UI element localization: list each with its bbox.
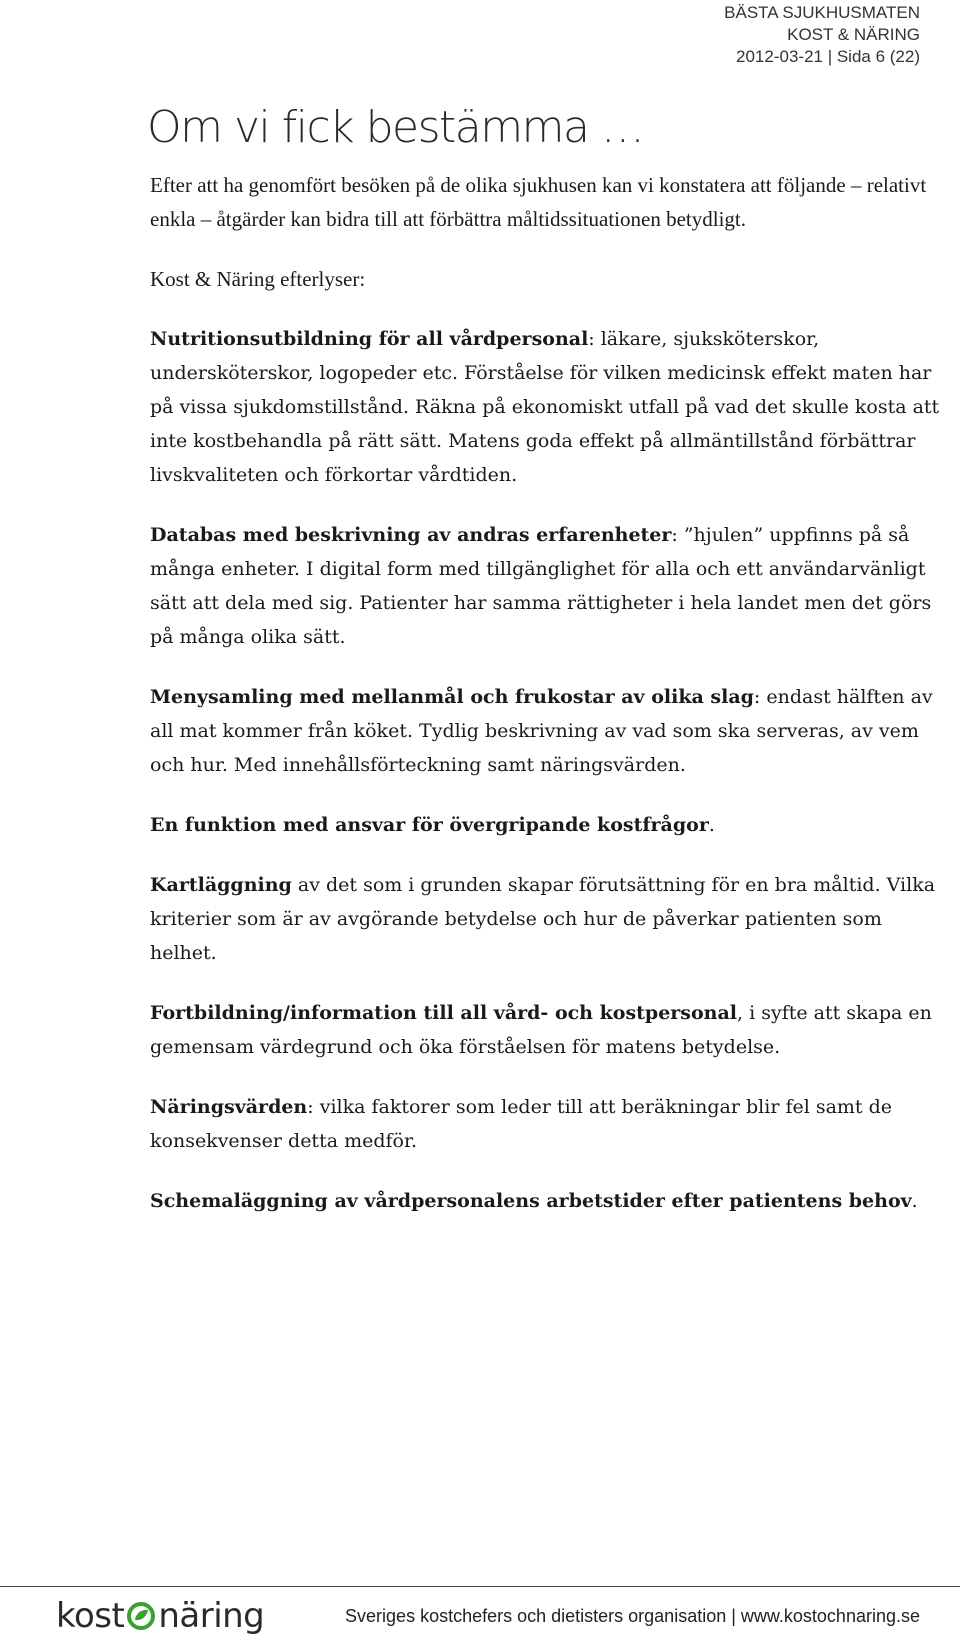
item-text: . <box>708 814 715 836</box>
item-heading: Schemaläggning av vårdpersonalens arbetstider efter patientens behov <box>150 1190 912 1212</box>
logo-text-kost: kost <box>56 1596 125 1636</box>
item-text: . <box>911 1190 918 1212</box>
item-heading: Näringsvärden <box>150 1096 308 1118</box>
item-text: : endast hälften av all mat kommer från köket. Tydlig beskrivning av vad som ska serveras, av vem och hur. Med innehållsförteckning samt näringsvärden. <box>150 686 933 776</box>
item-heading: Kartläggning <box>150 874 292 896</box>
intro <box>150 168 940 296</box>
item-text: : läkare, sjuksköterskor, undersköterskor, logopeder etc. Förståelse för vilken medicinsk effekt maten har på vissa sjukdomstillstånd. Räkna på ekonomiskt utfall på vad det skulle kosta att inte kostbehandla på rätt sätt. Matens goda effekt på allmäntillstånd förbättrar livskvaliteten och förkortar vårdtiden. <box>150 328 940 486</box>
request-item <box>150 868 940 970</box>
request-item <box>150 996 940 1064</box>
page-header <box>724 2 920 68</box>
request-heading: Kost & Näring efterlyser: <box>150 267 366 291</box>
header-publication: BÄSTA SJUKHUSMATEN <box>724 3 920 22</box>
header-organization: KOST & NÄRING <box>787 25 920 44</box>
item-heading: Databas med beskrivning av andras erfarenheter <box>150 524 672 546</box>
header-date-page: 2012-03-21 | Sida 6 (22) <box>736 47 920 66</box>
request-item <box>150 518 940 654</box>
item-heading: Nutritionsutbildning för all vårdpersonal <box>150 328 589 350</box>
item-heading: En funktion med ansvar för övergripande kostfrågor <box>150 814 709 836</box>
document-body <box>150 168 940 1244</box>
request-item <box>150 680 940 782</box>
item-text: , i syfte att skapa en gemensam värdegrund och öka förståelsen för matens betydelse. <box>150 1002 932 1058</box>
footer-divider <box>0 1586 960 1587</box>
kost-naring-logo <box>56 1594 264 1638</box>
item-heading: Menysamling med mellanmål och frukostar av olika slag <box>150 686 754 708</box>
leaf-icon <box>126 1601 156 1631</box>
request-item <box>150 808 940 842</box>
logo-text-naring: näring <box>158 1596 265 1636</box>
item-text: : ”hjulen” uppfinns på så många enheter. I digital form med tillgänglighet för alla och ett användarvänligt sätt att dela med sig. Patienter har samma rättigheter i hela landet men det görs på många olika sätt. <box>150 524 932 648</box>
item-heading: Fortbildning/information till all vård- och kostpersonal <box>150 1002 738 1024</box>
request-item <box>150 1090 940 1158</box>
item-text: : vilka faktorer som leder till att beräkningar blir fel samt de konsekvenser detta medför. <box>150 1096 893 1152</box>
request-list <box>150 322 940 1218</box>
footer-organization-text: Sveriges kostchefers och dietisters organisation | www.kostochnaring.se <box>345 1606 920 1626</box>
intro-paragraph: Efter att ha genomfört besöken på de olika sjukhusen kan vi konstatera att följande – relativt enkla – åtgärder kan bidra till att förbättra måltidssituationen betydligt. <box>150 173 927 231</box>
page-title: Om vi fick bestämma … <box>147 102 644 153</box>
request-item <box>150 1184 940 1218</box>
item-text: av det som i grunden skapar förutsättning för en bra måltid. Vilka kriterier som är av avgörande betydelse och hur de påverkar patienten som helhet. <box>150 874 936 964</box>
request-item <box>150 322 940 492</box>
